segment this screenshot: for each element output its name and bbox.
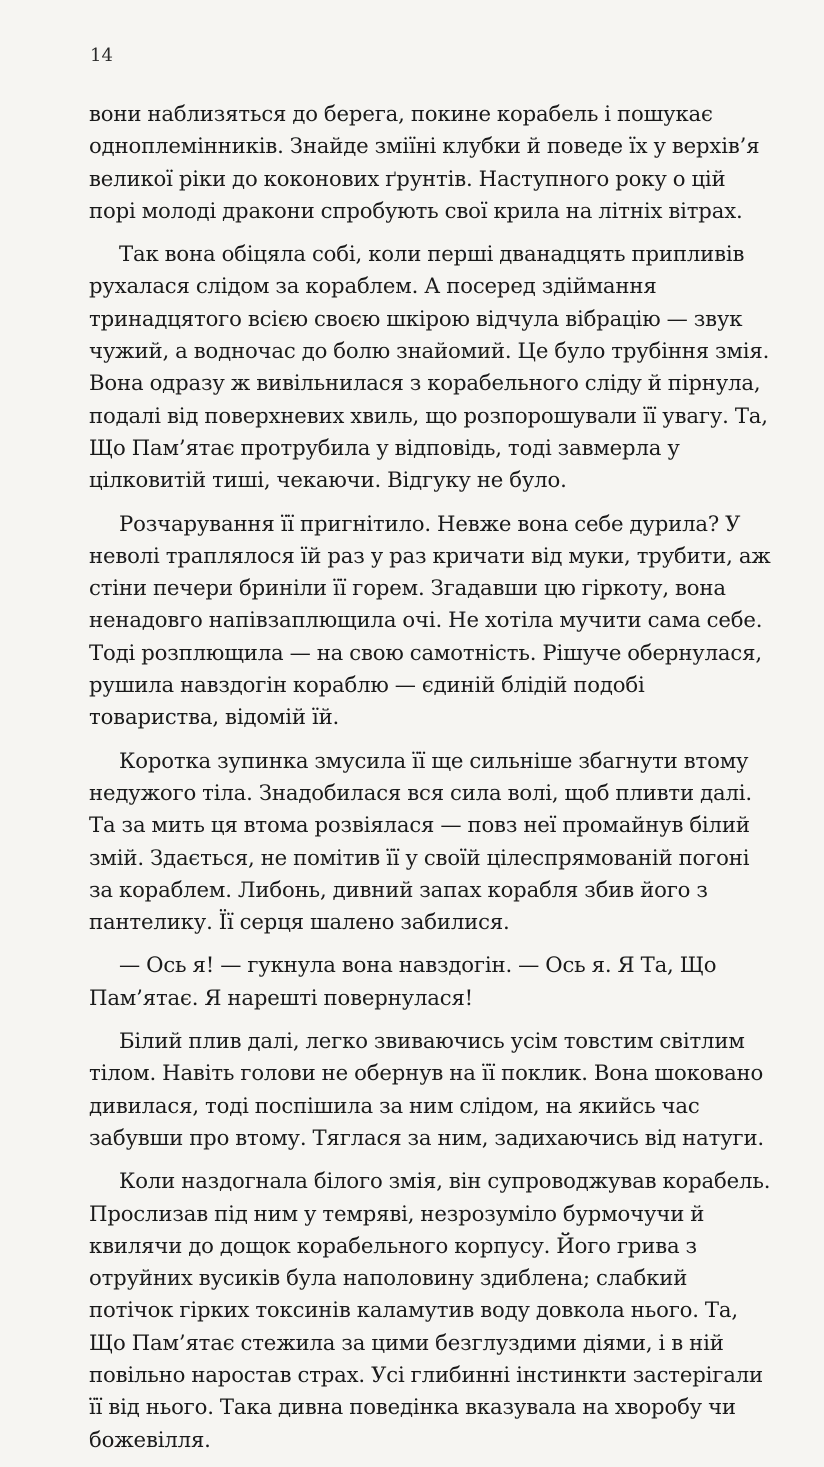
body-text: [89, 98, 774, 1467]
page-number: 14: [90, 45, 113, 66]
paragraph: Так вона обіцяла собі, коли перші дванадцять припливів рухалася слідом за кораблем. А посеред здіймання тринадцятого всією своєю шкірою відчула вібрацію — звук чужий, а водночас до болю знайомий. Це було трубіння змія. Вона одразу ж вивільнилася з корабельного сліду й пірнула, подалі від поверхневих хвиль, що розпорошували її увагу. Та, Що Пам’ятає протрубила у відповідь, тоді завмерла у цілковитій тиші, чекаючи. Відгуку не було.: [89, 241, 770, 493]
paragraph: Коли наздогнала білого змія, він супроводжував корабель. Прослизав під ним у темряві, незрозуміло бурмочучи й квилячи до дощок корабельного корпусу. Його грива з отруйних вусиків була наполовину здиблена; слабкий потічок гірких токсинів каламутив воду довкола нього. Та, Що Пам’ятає стежила за цими безглуздими діями, і в ній повільно наростав страх. Усі глибинні інстинкти застерігали її від нього. Така дивна поведінка вказувала на хворобу чи божевілля.: [89, 1168, 771, 1452]
paragraph: Коротка зупинка змусила її ще сильніше збагнути втому недужого тіла. Знадобилася вся сила волі, щоб пливти далі. Та за мить ця втома розвіялася — повз неї промайнув білий змій. Здається, не помітив її у своїй цілеспрямованій погоні за кораблем. Либонь, дивний запах корабля збив його з пантелику. Її серця шалено забилися.: [89, 747, 752, 935]
paragraph: вони наблизяться до берега, покине корабель і пошукає одноплемінників. Знайде зміїні клубки й поведе їх у верхів’я великої ріки до коконових ґрунтів. Наступного року о цій порі молоді дракони спробують свої крила на літніх вітрах.: [89, 101, 760, 223]
paragraph: Розчарування її пригнітило. Невже вона себе дурила? У неволі траплялося їй раз у раз кричати від муки, трубити, аж стіни печери бриніли її горем. Згадавши цю гіркоту, вона ненадовго напівзаплющила очі. Не хотіла мучити сама себе. Тоді розплющила — на свою самотність. Рішуче обернулася, рушила навздогін кораблю — єдиній блідій подобі товариства, відомій їй.: [89, 510, 771, 730]
paragraph: — Ось я! — гукнула вона навздогін. — Ось я. Я Та, Що Пам’ятає. Я нарешті повернулася!: [89, 952, 717, 1010]
paragraph: Білий плив далі, легко звиваючись усім товстим світлим тілом. Навіть голови не обернув на її поклик. Вона шоковано дивилася, тоді поспішила за ним слідом, на якийсь час забувши про втому. Тяглася за ним, задихаючись від натуги.: [89, 1028, 764, 1150]
